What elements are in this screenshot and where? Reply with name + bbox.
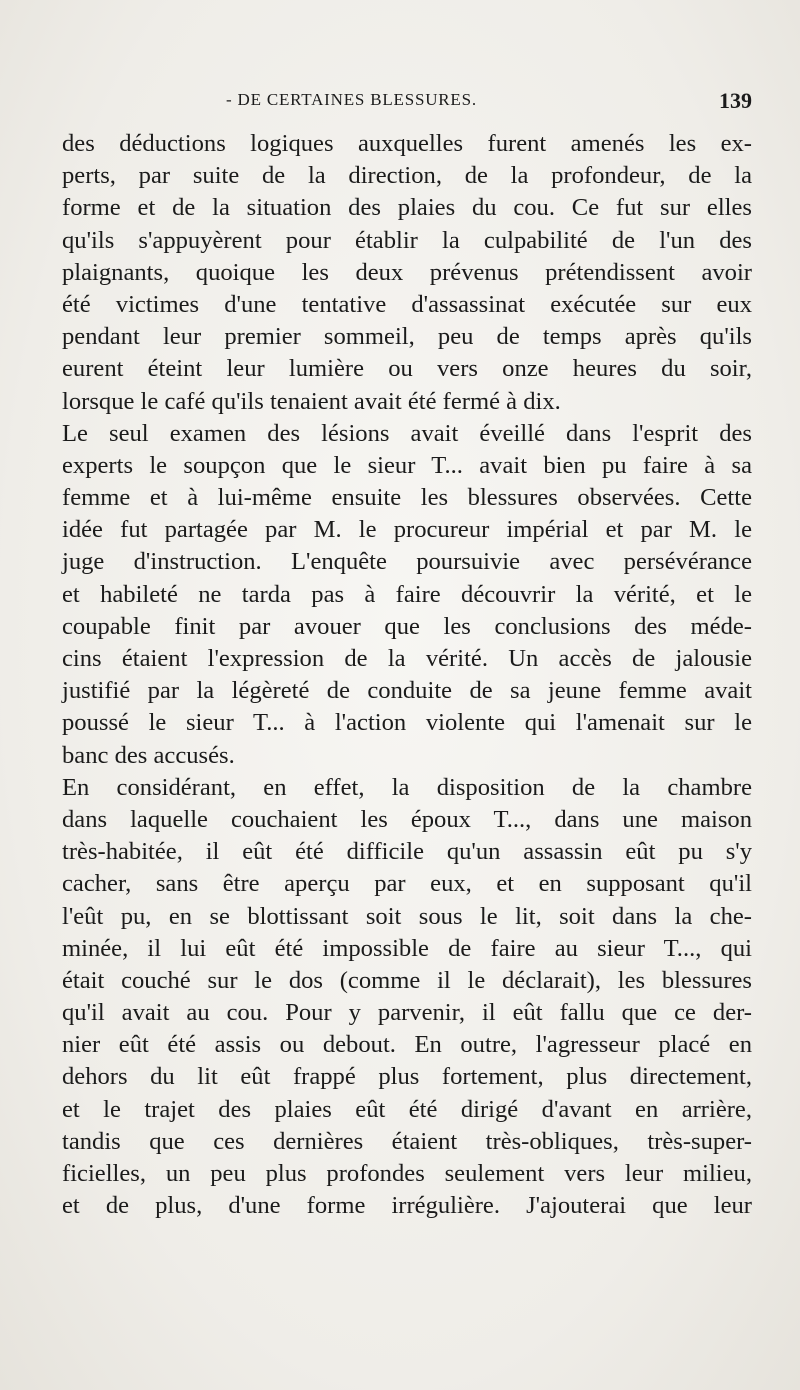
text-line: plaignants, quoique les deux prévenus prétendissent avoir [62,258,752,286]
text-line: nier eût été assis ou debout. En outre, l'agresseur placé en [62,1031,752,1059]
text-line: dans laquelle couchaient les époux T..., dans une maison [62,805,752,833]
text-line: cacher, sans être aperçu par eux, et en supposant qu'il [62,870,752,898]
page-number: 139 [719,88,752,113]
text-line: perts, par suite de la direction, de la profondeur, de la [62,162,752,190]
text-line: et habileté ne tarda pas à faire découvrir la vérité, et le [62,580,752,608]
text-line: tandis que ces dernières étaient très-obliques, très-super- [62,1127,752,1155]
text-line: lorsque le café qu'ils tenaient avait été fermé à dix. [62,387,561,415]
text-line: très-habitée, il eût été difficile qu'un assassin eût pu s'y [62,838,752,866]
text-line: experts le soupçon que le sieur T... avait bien pu faire à sa [62,451,752,479]
text-line: des déductions logiques auxquelles furent amenés les ex- [62,130,752,157]
text-line: ficielles, un peu plus profondes seulement vers leur milieu, [62,1160,752,1187]
text-line: banc des accusés. [62,741,235,769]
text-line: été victimes d'une tentative d'assassinat exécutée sur eux [62,290,752,318]
text-line: juge d'instruction. L'enquête poursuivie avec persévérance [62,548,752,576]
page-header [226,88,752,118]
text-line: pendant leur premier sommeil, peu de temps après qu'ils [62,323,752,351]
text-line: et le trajet des plaies eût été dirigé d'avant en arrière, [62,1095,752,1123]
text-line: Le seul examen des lésions avait éveillé dans l'esprit des [62,419,752,447]
body-text [62,128,752,1222]
text-line: minée, il lui eût été impossible de faire au sieur T..., qui [62,934,752,962]
text-line: justifié par la légèreté de conduite de sa jeune femme avait [62,677,752,705]
text-line: cins étaient l'expression de la vérité. Un accès de jalousie [62,645,752,672]
text-line: dehors du lit eût frappé plus fortement, plus directement, [62,1063,752,1091]
text-line: qu'il avait au cou. Pour y parvenir, il eût fallu que ce der- [62,999,752,1027]
text-line: idée fut partagée par M. le procureur impérial et par M. le [62,516,752,544]
running-title: - DE CERTAINES BLESSURES. [226,90,477,109]
text-line: eurent éteint leur lumière ou vers onze heures du soir, [62,355,752,383]
text-line: forme et de la situation des plaies du cou. Ce fut sur elles [62,194,752,222]
text-line: coupable finit par avouer que les conclusions des méde- [62,612,752,640]
text-line: poussé le sieur T... à l'action violente qui l'amenait sur le [62,709,752,737]
text-line: était couché sur le dos (comme il le déclarait), les blessures [62,966,752,994]
text-line: qu'ils s'appuyèrent pour établir la culpabilité de l'un des [62,226,752,254]
text-line: et de plus, d'une forme irrégulière. J'ajouterai que leur [62,1192,752,1220]
text-line: En considérant, en effet, la disposition de la chambre [62,773,752,801]
text-line: l'eût pu, en se blottissant soit sous le lit, soit dans la che- [62,902,752,930]
text-line: femme et à lui-même ensuite les blessures observées. Cette [62,484,752,512]
